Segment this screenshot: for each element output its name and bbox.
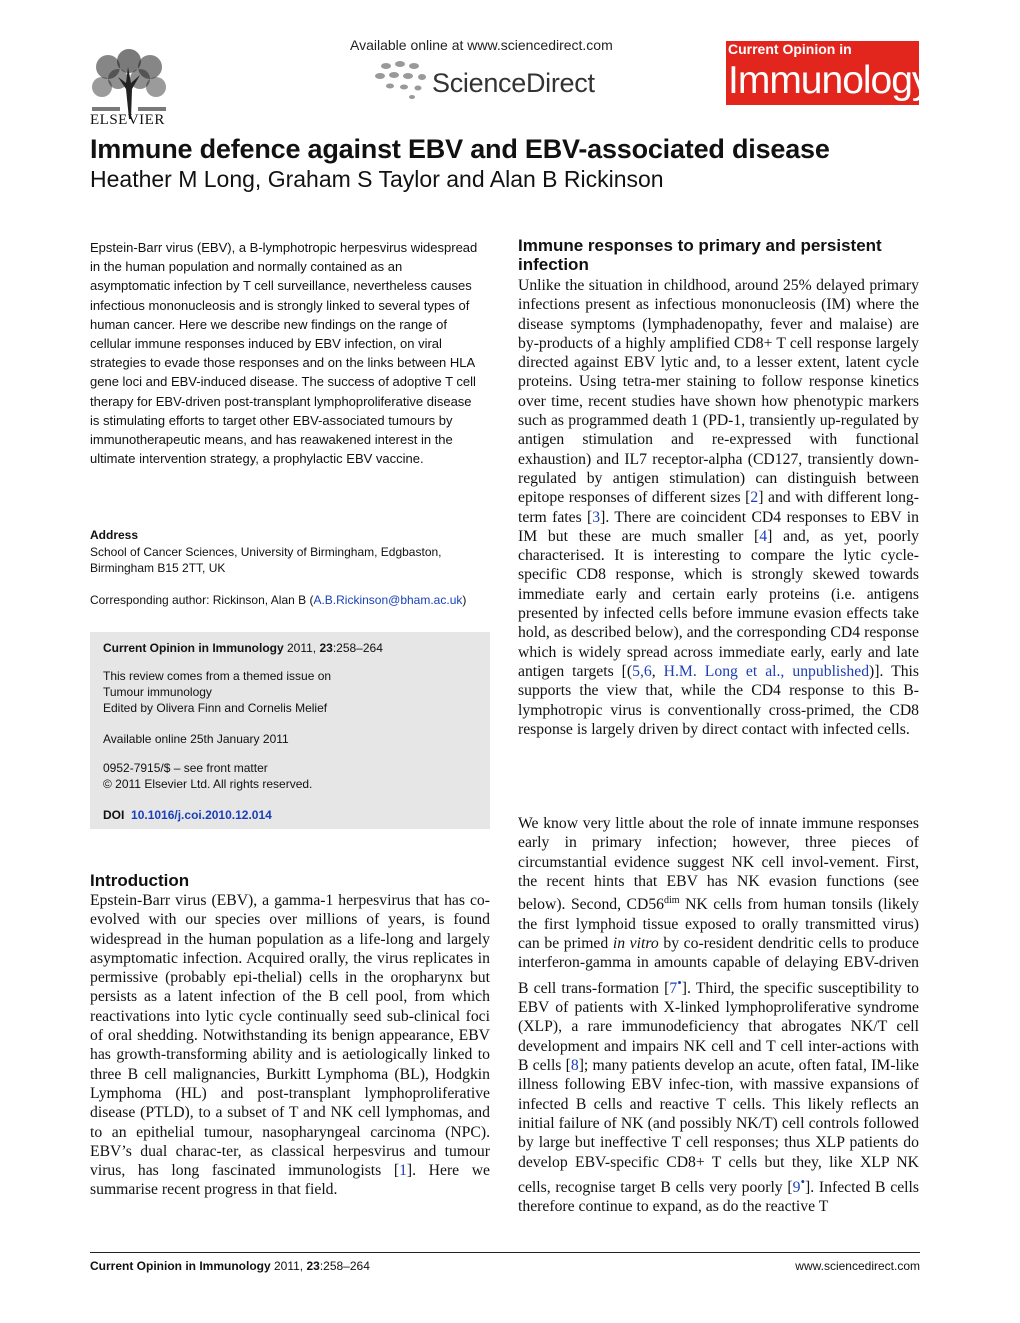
issn-line: 0952-7915/$ – see front matter: [103, 761, 268, 775]
footer-divider: [90, 1252, 920, 1253]
body-paragraph: [518, 814, 919, 1217]
reference-number: 7: [669, 979, 678, 997]
footer-journal: Current Opinion in Immunology: [90, 1259, 271, 1273]
corresponding-email-link[interactable]: A.B.Rickinson@bham.ac.uk: [313, 593, 463, 607]
text-run: ]. Third, the specific susceptibility to EBV of patients with X-linked lymphoproliferative syndrome (XLP), a rare immunodeficiency that abrogates NK/T cell development and impairs NK cell and T cell inter-actions with B cells [: [518, 979, 919, 1075]
citation-volume: 23: [319, 641, 333, 655]
themed-issue-topic: Tumour immunology: [103, 685, 212, 699]
footer-citation: [90, 1259, 370, 1273]
text-run: NK cells from human tonsils (likely the first lymphoid tissue exposed to orally transmitted virus) can be primed: [518, 896, 919, 953]
text-run: )]. This supports the view that, while the CD4 response to this B-lymphotropic virus is conventionally cross-primed, the CD8 response is largely driven by direct contact with infected cells.: [518, 662, 920, 738]
reference-importance-mark: •: [677, 974, 682, 990]
corresponding-suffix: ): [462, 593, 467, 607]
introduction-paragraph: [90, 891, 490, 1200]
publisher-name: ELSEVIER: [90, 112, 165, 128]
doi-link[interactable]: 10.1016/j.coi.2010.12.014: [131, 808, 272, 822]
article-authors: Heather M Long, Graham S Taylor and Alan B Rickinson: [90, 166, 664, 192]
reference-link[interactable]: 8: [570, 1057, 579, 1075]
footer-pages: :258–264: [319, 1259, 370, 1273]
reference-link[interactable]: H.M. Long et al., unpublished: [663, 662, 870, 680]
reference-link[interactable]: 1: [399, 1162, 407, 1180]
text-run: ,: [651, 662, 664, 680]
themed-issue-line: This review comes from a themed issue on: [103, 669, 332, 683]
available-online-date: Available online 25th January 2011: [103, 732, 289, 746]
text-run: ]. There are coincident CD4 responses to EBV in IM but these are much smaller [: [518, 508, 919, 545]
journal-logo-line1: Current Opinion in: [728, 41, 852, 57]
section-heading: Immune responses to primary and persistent infection: [518, 236, 882, 274]
abstract: Epstein-Barr virus (EBV), a B-lymphotropic herpesvirus widespread in the human population and normally contained as an asymptomatic infection by T cell surveillance, nevertheless causes infectious mononucleosis and is strongly linked to several types of human cancer. Here we describe new findings on the range of cellular immune responses induced by EBV infection, on viral strategies to evade those responses and on the links between HLA gene loci and EBV-induced disease. The success of adoptive T cell therapy for EBV-driven post-transplant lymphoproliferative disease is stimulating efforts to target other EBV-associated tumours by immunotherapeutic means, and has reawakened interest in the ultimate intervention strategy, a prophylactic EBV vaccine.: [90, 240, 478, 467]
text-run: ]. Here we summarise recent progress in that field.: [90, 1162, 490, 1199]
journal-logo: [726, 41, 931, 105]
reference-link[interactable]: [792, 1173, 806, 1197]
address-line: Birmingham B15 2TT, UK: [90, 561, 226, 575]
sciencedirect-wordmark: ScienceDirect: [432, 68, 595, 98]
text-run: Epstein-Barr virus (EBV), a gamma-1 herpesvirus that has co-evolved with our species over millions of years, is found widespread in the human population as a life-long and largely asymptomatic infection. Acquired orally, the virus replicates in permissive (probably epi-thelial) cells in the oropharynx but persists as a latent infection of the B cell pool, from which reactivations into lytic cycle continually seed sub-clinical foci of oral shedding. Notwithstanding its benign appearance, EBV has growth-transforming ability and is aetiologically linked to three B cell malignancies, Burkitt Lymphoma (BL), Hodgkin Lymphoma (HL) and post-transplant lymphoproliferative disease (PTLD), to a subset of T and NK cell lymphomas, and to an epithelial tumour, nasopharyngeal carcinoma (NPC). EBV’s dual charac-ter, as classical herpesvirus and tumour virus, has long fascinated immunologists [: [90, 892, 490, 1180]
citation-year: 2011,: [283, 641, 320, 655]
footer-volume: 23: [306, 1259, 320, 1273]
reference-importance-mark: •: [800, 1173, 806, 1189]
citation-journal: Current Opinion in Immunology: [103, 641, 284, 655]
text-run: ] and, as yet, poorly characterised. It is interesting to compare the lytic cycle-specific CD8 response, which is strongly skewed towards immediate early and certain early proteins (i.e. antigens presented by infected cells before immune evasion effects take hold, as described below), and the corresponding CD4 response which is widely spread across immediate early, early and late antigen targets [(: [518, 527, 919, 680]
text-run: by co-resident dendritic cells to produce interferon-gamma in amounts capable of delaying EBV-driven B cell trans-formation [: [518, 935, 920, 997]
article-info-box: [90, 632, 490, 829]
introduction-heading: Introduction: [90, 871, 190, 890]
doi-label: DOI: [103, 808, 125, 822]
body-paragraph: [518, 276, 919, 739]
text-run: ]; many patients develop an acute, often fatal, IM-like illness following EBV infec-tion, with massive expansions of infected B cells and reactive T cells. This likely reflects an initial failure of NK (and possibly NK/T) cell controls followed by large but ineffective T cell responses; thus XLP patients do develop EBV-specific CD8+ T cells but they, like XLP NK cells, recognise target B cells very poorly [: [518, 1057, 920, 1197]
article-title: Immune defence against EBV and EBV-associated disease: [90, 134, 830, 164]
address-line: School of Cancer Sciences, University of Birmingham, Edgbaston,: [90, 545, 442, 559]
text-run: ]. Infected B cells therefore continue to expand, as do the reactive T: [518, 1179, 919, 1216]
corresponding-prefix: Corresponding author: Rickinson, Alan B (: [90, 593, 314, 607]
journal-logo-line2: Immunology: [728, 59, 931, 102]
reference-link[interactable]: 5,6: [632, 662, 652, 680]
doi-line: [103, 807, 272, 823]
address-body: [90, 544, 482, 576]
available-online-text[interactable]: Available online at www.sciencedirect.com: [350, 37, 613, 53]
address-heading: Address: [90, 528, 139, 542]
italic-text: in vitro: [612, 935, 659, 953]
themed-issue-editors: Edited by Olivera Finn and Cornelis Melief: [103, 701, 328, 715]
citation-line: [103, 640, 383, 656]
footer-website[interactable]: www.sciencedirect.com: [795, 1259, 920, 1273]
superscript: dim: [664, 895, 680, 907]
text-run: Unlike the situation in childhood, around 25% delayed primary infections present as infectious mononucleosis (IM) where the disease symptoms (lymphadenopathy, fever and malaise) are by-products of a highly amplified CD8+ T cell response largely directed against EBV lytic and, to a lesser extent, latent cycle proteins. Using tetra-mer staining to follow response kinetics over time, recent studies have shown how phenotypic markers such as programmed death 1 (PD-1, transiently up-regulated by antigen stimulation and re-expressed with functional exhaustion) and IL7 receptor-alpha (CD127, transiently down-regulated by antigen stimulation) can distinguish between epitope responses of different sizes [: [518, 277, 919, 507]
reference-link[interactable]: 3: [592, 508, 601, 526]
text-run: We know very little about the role of innate immune responses early in primary infection; however, three pieces of circumstantial evidence suggest NK cell invol-vement. First, the recent hints that EBV has NK evasion functions (see below). Second, CD56: [518, 815, 919, 914]
corresponding-author: [90, 593, 490, 607]
reference-link[interactable]: 2: [750, 489, 759, 507]
reference-link[interactable]: 4: [759, 527, 768, 545]
footer-year: 2011,: [270, 1259, 307, 1273]
copyright-line: © 2011 Elsevier Ltd. All rights reserved.: [103, 777, 313, 791]
reference-link[interactable]: [669, 974, 682, 997]
text-run: ] and with different long-term fates [: [518, 489, 919, 526]
reference-number: 9: [792, 1179, 801, 1197]
citation-pages: :258–264: [332, 641, 383, 655]
